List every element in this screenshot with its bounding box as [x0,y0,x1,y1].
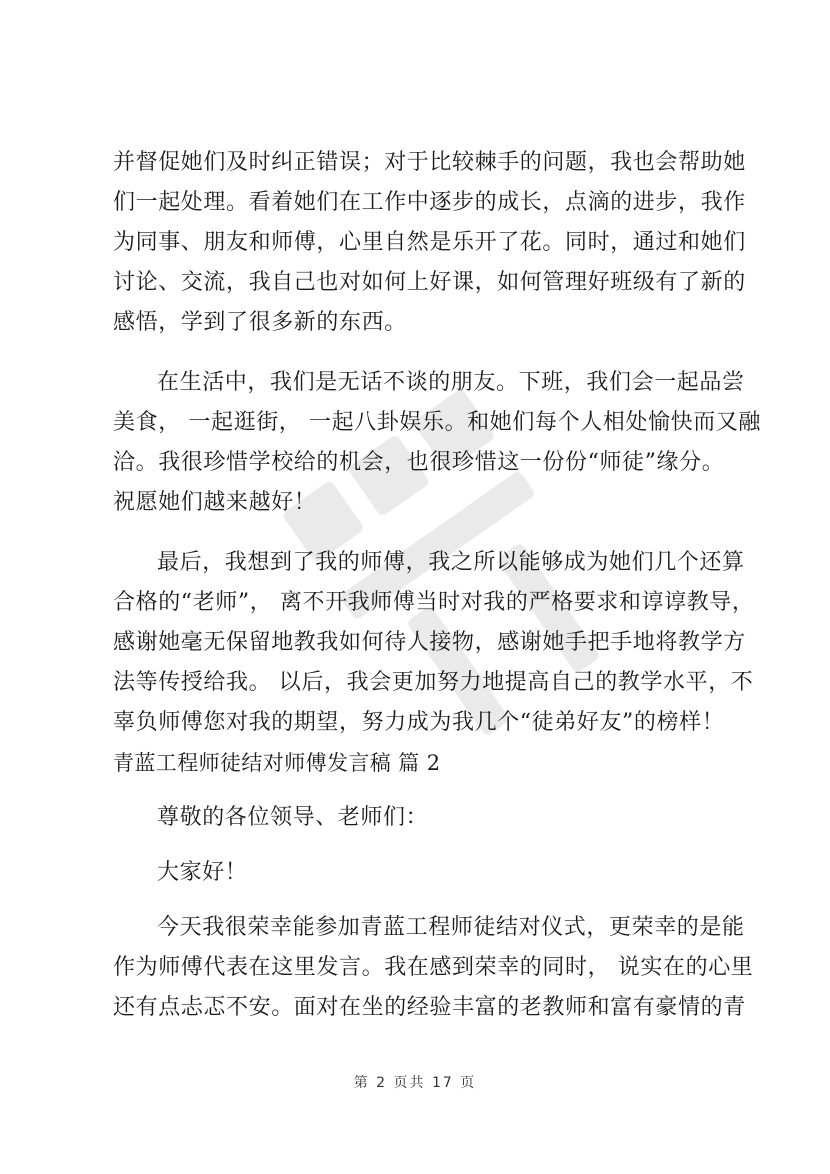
body-line: 们一起处理。看着她们在工作中逐步的成长，点滴的进步，我作 [113,190,746,215]
body-line: 最后，我想到了我的师傅，我之所以能够成为她们几个还算 [157,550,745,575]
body-line: 为同事、朋友和师傅，心里自然是乐开了花。同时，通过和她们 [113,230,746,255]
body-line: 在生活中，我们是无话不谈的朋友。下班，我们会一起品尝 [157,370,745,395]
greeting: 大家好！ [157,860,248,885]
body-line: 洽。我很珍惜学校给的机会，也很珍惜这一份份“师徒”缘分。 [113,450,725,475]
body-line: 感谢她毫无保留地教我如何待人接物，感谢她手把手地将教学方 [113,630,746,655]
body-line: 并督促她们及时纠正错误；对于比较棘手的问题，我也会帮助她 [113,150,746,175]
body-line: 辜负师傅您对我的期望，努力成为我几个“徒弟好友”的榜样！ [113,710,725,735]
body-line: 合格的“老师”， 离不开我师傅当时对我的严格要求和谆谆教导， [113,590,755,615]
body-line: 还有点忐忑不安。面对在坐的经验丰富的老教师和富有豪情的青 [113,995,746,1020]
body-line: 今天我很荣幸能参加青蓝工程师徒结对仪式，更荣幸的是能 [157,915,745,940]
body-line: 作为师傅代表在这里发言。我在感到荣幸的同时， 说实在的心里 [113,955,754,980]
body-line: 感悟，学到了很多新的东西。 [113,310,407,335]
body-line: 讨论、交流，我自己也对如何上好课，如何管理好班级有了新的 [113,270,746,295]
body-line: 祝愿她们越来越好！ [113,490,317,515]
salutation: 尊敬的各位领导、老师们： [157,805,429,830]
section-heading: 青蓝工程师徒结对师傅发言稿 篇 2 [113,751,441,775]
body-line: 美食， 一起逛街， 一起八卦娱乐。和她们每个人相处愉快而又融 [113,410,761,435]
page-number-footer: 第 2 页共 17 页 [353,1075,477,1091]
body-line: 法等传授给我。 以后，我会更加努力地提高自己的教学水平，不 [113,670,754,695]
